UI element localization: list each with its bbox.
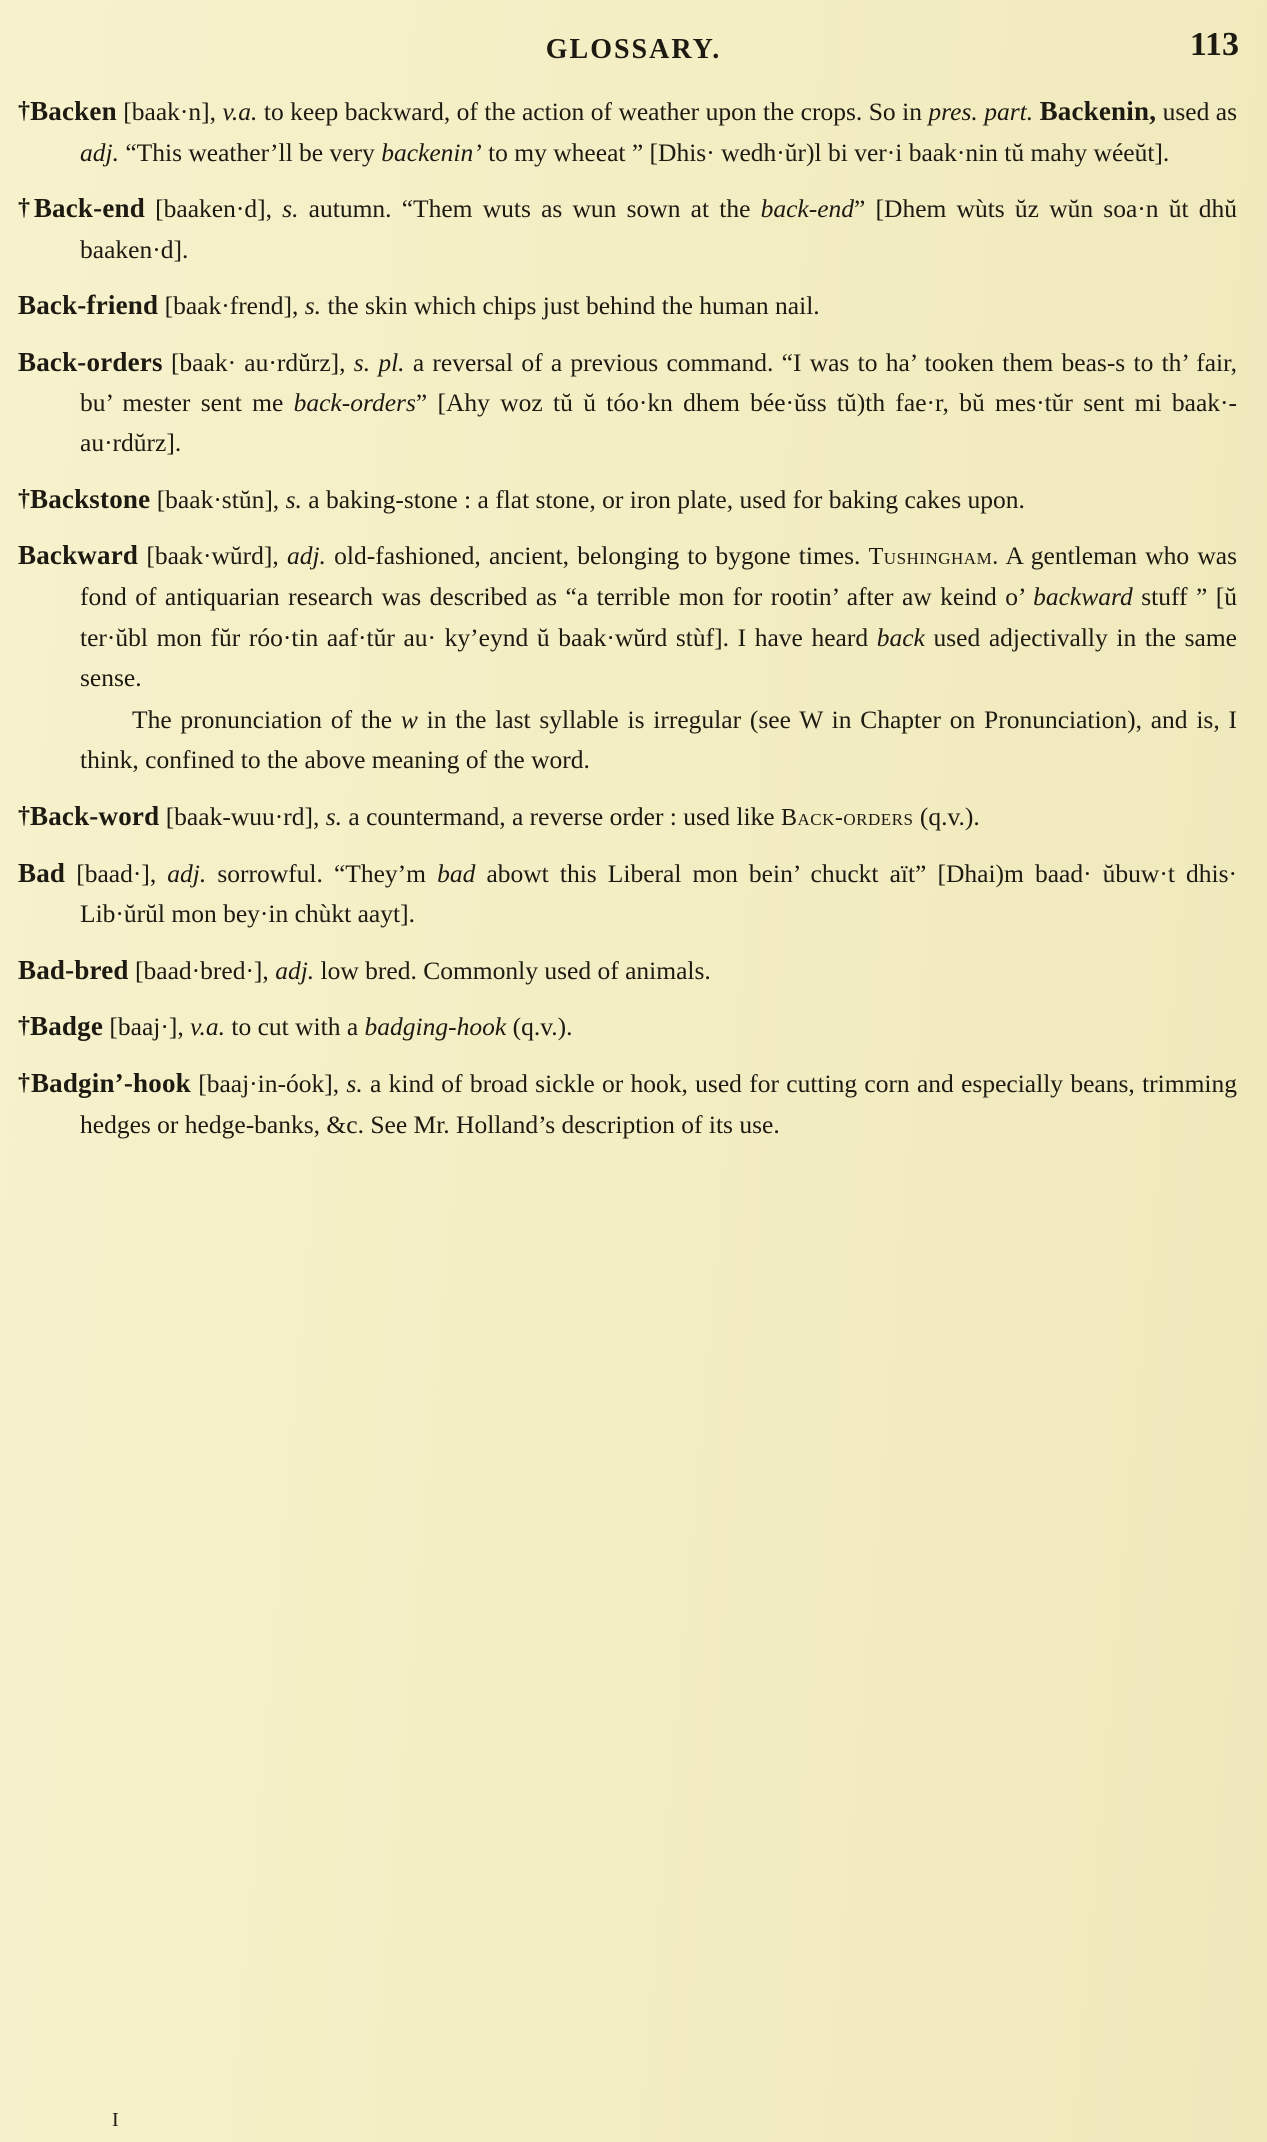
glossary-entry xyxy=(18,341,1237,464)
entry-body: [baak·stŭn], s. a baking-stone : a flat stone, or iron plate, used for baking cakes upon. xyxy=(150,484,1025,514)
page-number: 113 xyxy=(1189,26,1239,63)
entry-body: [baaj·in-óok], s. a kind of broad sickle or hook, used for cutting corn and especially beans, trimming hedges or hedge-banks, &c. See Mr. Holland’s description of its use. xyxy=(80,1068,1237,1139)
entry-body: [baak·frend], s. the skin which chips just behind the human nail. xyxy=(158,290,820,320)
page-header xyxy=(0,0,1267,90)
glossary-entry xyxy=(18,284,1237,327)
glossary-entry xyxy=(18,534,1237,780)
entry-body: [baaj·], v.a. to cut with a badging-hook (q.v.). xyxy=(103,1012,573,1042)
glossary-entry xyxy=(18,949,1237,992)
glossary-entries xyxy=(0,90,1267,1145)
entry-body: [baak· au·rdŭrz], s. pl. a reversal of a previous command. “I was to ha’ tooken them beas-s to th’ fair, bu’ mester sent me back-orders” [Ahy woz tŭ ŭ tóo·kn dhem bée·ŭss tŭ)th fae·r, bŭ mes·tŭr sent mi baak·-au·rdŭrz]. xyxy=(80,347,1237,458)
dagger-mark: † xyxy=(18,802,30,829)
entry-body: [baak·n], v.a. to keep backward, of the action of weather upon the crops. So in pres. part. Backenin, used as adj. “This weather’ll be very backenin’ to my wheeat ” [Dhis· wedh·ŭr)l bi ver·i baak·nin tŭ mahy wéeŭt]. xyxy=(80,96,1238,167)
entry-body: [baad·bred·], adj. low bred. Commonly used of animals. xyxy=(128,955,711,985)
glossary-entry xyxy=(18,478,1237,521)
glossary-entry xyxy=(18,795,1237,838)
signature-mark: I xyxy=(112,2109,119,2131)
dagger-mark: † xyxy=(18,98,31,124)
entry-body: [baak·wŭrd], adj. old-fashioned, ancient, belonging to bygone times. Tushingham. A gentleman who was fond of antiquarian research was described as “a terrible mon for rootin’ after aw keind o’ backward stuff ” [ŭ ter·ŭbl mon fŭr róo·tin aaf·tŭr au· ky’eynd ŭ baak·wŭrd stùf]. I have heard back used adjectivally in the same sense. The pronunciation of the w in the last syllable is irregular (see W in Chapter on Pronunciation), and is, I think, confined to the above meaning of the word. xyxy=(80,541,1238,775)
entry-headword: Back-end xyxy=(33,192,145,223)
glossary-entry xyxy=(18,852,1237,935)
entry-body: [baak-wuu·rd], s. a countermand, a reverse order : used like Back-orders (q.v.). xyxy=(159,801,980,831)
dagger-mark: † xyxy=(18,1069,31,1096)
entry-headword: Back-word xyxy=(30,800,160,831)
dagger-mark: † xyxy=(18,1013,30,1040)
entry-headword: Back-orders xyxy=(18,346,163,377)
dagger-mark: † xyxy=(18,485,30,512)
glossary-entry xyxy=(18,1062,1237,1145)
entry-headword: Bad-bred xyxy=(18,954,129,985)
entry-body: [baad·], adj. sorrowful. “They’m bad abowt this Liberal mon bein’ chuckt aït” [Dhai)m baad· ŭbuw·t dhis· Lib·ŭrŭl mon bey·in chùkt aayt]. xyxy=(65,858,1237,929)
page-title: GLOSSARY. xyxy=(545,34,722,65)
entry-headword: Badge xyxy=(30,1011,104,1042)
entry-body: [baaken·d], s. autumn. “Them wuts as wun sown at the back-end” [Dhem wùts ŭz wŭn soa·n ŭt dhŭ baaken·d]. xyxy=(80,193,1238,264)
glossary-entry xyxy=(18,187,1237,270)
dagger-mark: † xyxy=(18,194,34,221)
entry-headword: Backstone xyxy=(30,483,151,514)
entry-headword: Backen xyxy=(30,96,117,126)
glossary-entry xyxy=(18,90,1237,173)
entry-headword: Back-friend xyxy=(18,289,159,320)
entry-headword: Backward xyxy=(18,540,139,571)
entry-headword: Bad xyxy=(18,857,66,888)
entry-headword: Badgin’-hook xyxy=(30,1067,191,1098)
glossary-entry xyxy=(18,1005,1237,1048)
